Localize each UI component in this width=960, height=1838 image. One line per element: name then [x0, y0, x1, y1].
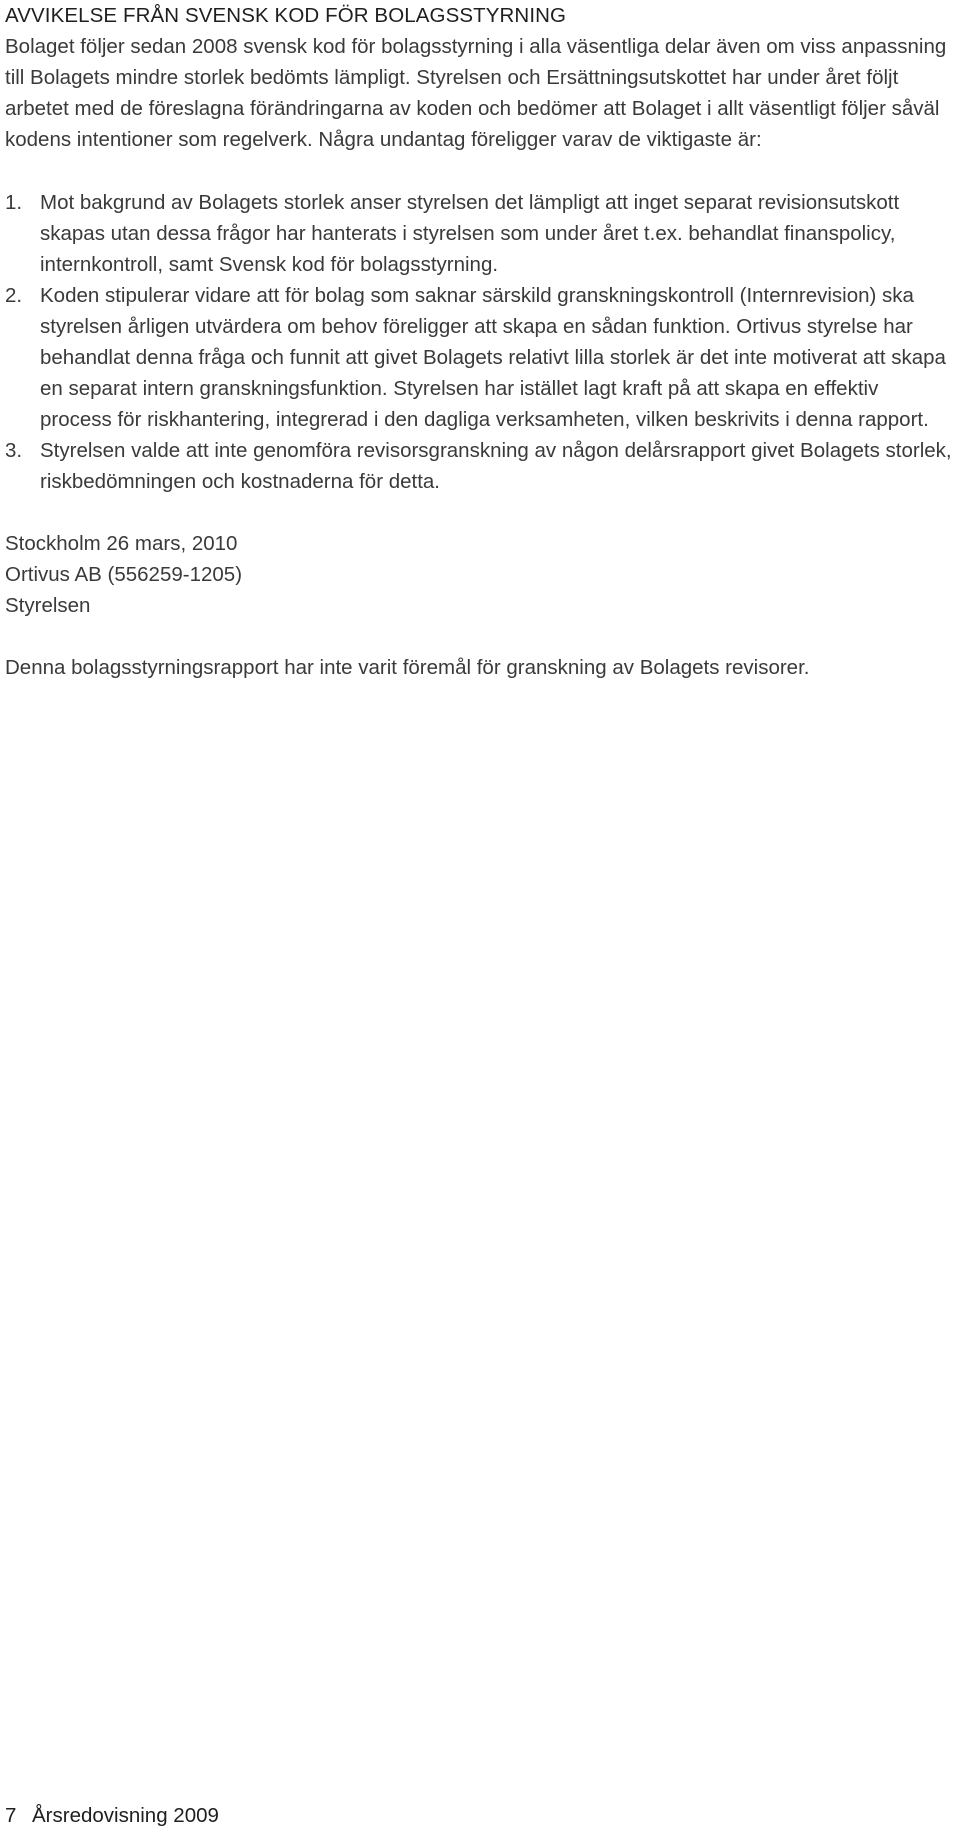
signature-place-date: Stockholm 26 mars, 2010: [5, 532, 238, 555]
page-number: 7: [5, 1804, 17, 1827]
section-heading: AVVIKELSE FRÅN SVENSK KOD FÖR BOLAGSSTYRNING: [5, 4, 567, 27]
list-item-text: Styrelsen valde att inte genomföra revisorsgranskning av någon delårsrapport givet Bolagets storlek, riskbedömningen och kostnaderna för detta.: [40, 439, 952, 493]
page-footer: [5, 1802, 219, 1830]
list-item-number: 2.: [5, 284, 23, 307]
audit-note: Denna bolagsstyrningsrapport har inte varit föremål för granskning av Bolagets revisorer.: [5, 656, 810, 679]
list-item-text: Koden stipulerar vidare att för bolag som saknar särskild granskningskontroll (Internrevision) ska styrelsen årligen utvärdera om behov föreligger att skapa en sådan funktion. Ortivus styrelse har behandlat denna fråga och funnit att givet Bolagets relativt lilla storlek är det inte motiverat att skapa en separat intern granskningsfunktion. Styrelsen har istället lagt kraft på att skapa en effektiv process för riskhantering, integrerad i den dagliga verksamheten, vilken beskrivits i denna rapport.: [40, 284, 946, 431]
list-item: [5, 280, 955, 435]
list-item: [5, 435, 955, 497]
exceptions-list: [5, 187, 955, 497]
list-item-text: Mot bakgrund av Bolagets storlek anser styrelsen det lämpligt att inget separat revisionsutskott skapas utan dessa frågor har hanterats i styrelsen som under året t.ex. behandlat finanspolicy, internkontroll, samt Svensk kod för bolagsstyrning.: [40, 191, 900, 276]
list-item-number: 1.: [5, 191, 23, 214]
list-item-number: 3.: [5, 439, 23, 462]
list-item: [5, 187, 955, 280]
signature-block: [5, 528, 955, 621]
signature-signer: Styrelsen: [5, 594, 91, 617]
publication-title: Årsredovisning 2009: [32, 1804, 219, 1827]
intro-paragraph: Bolaget följer sedan 2008 svensk kod för bolagsstyrning i alla väsentliga delar även om viss anpassning till Bolagets mindre storlek bedömts lämpligt. Styrelsen och Ersättningsutskottet har under året följt arbetet med de föreslagna förändringarna av koden och bedömer att Bolaget i allt väsentligt följer såväl kodens intentioner som regelverk. Några undantag föreligger varav de viktigaste är:: [5, 35, 947, 151]
signature-company: Ortivus AB (556259-1205): [5, 563, 243, 586]
document-page: [5, 0, 955, 1838]
document-content: [5, 2, 955, 683]
